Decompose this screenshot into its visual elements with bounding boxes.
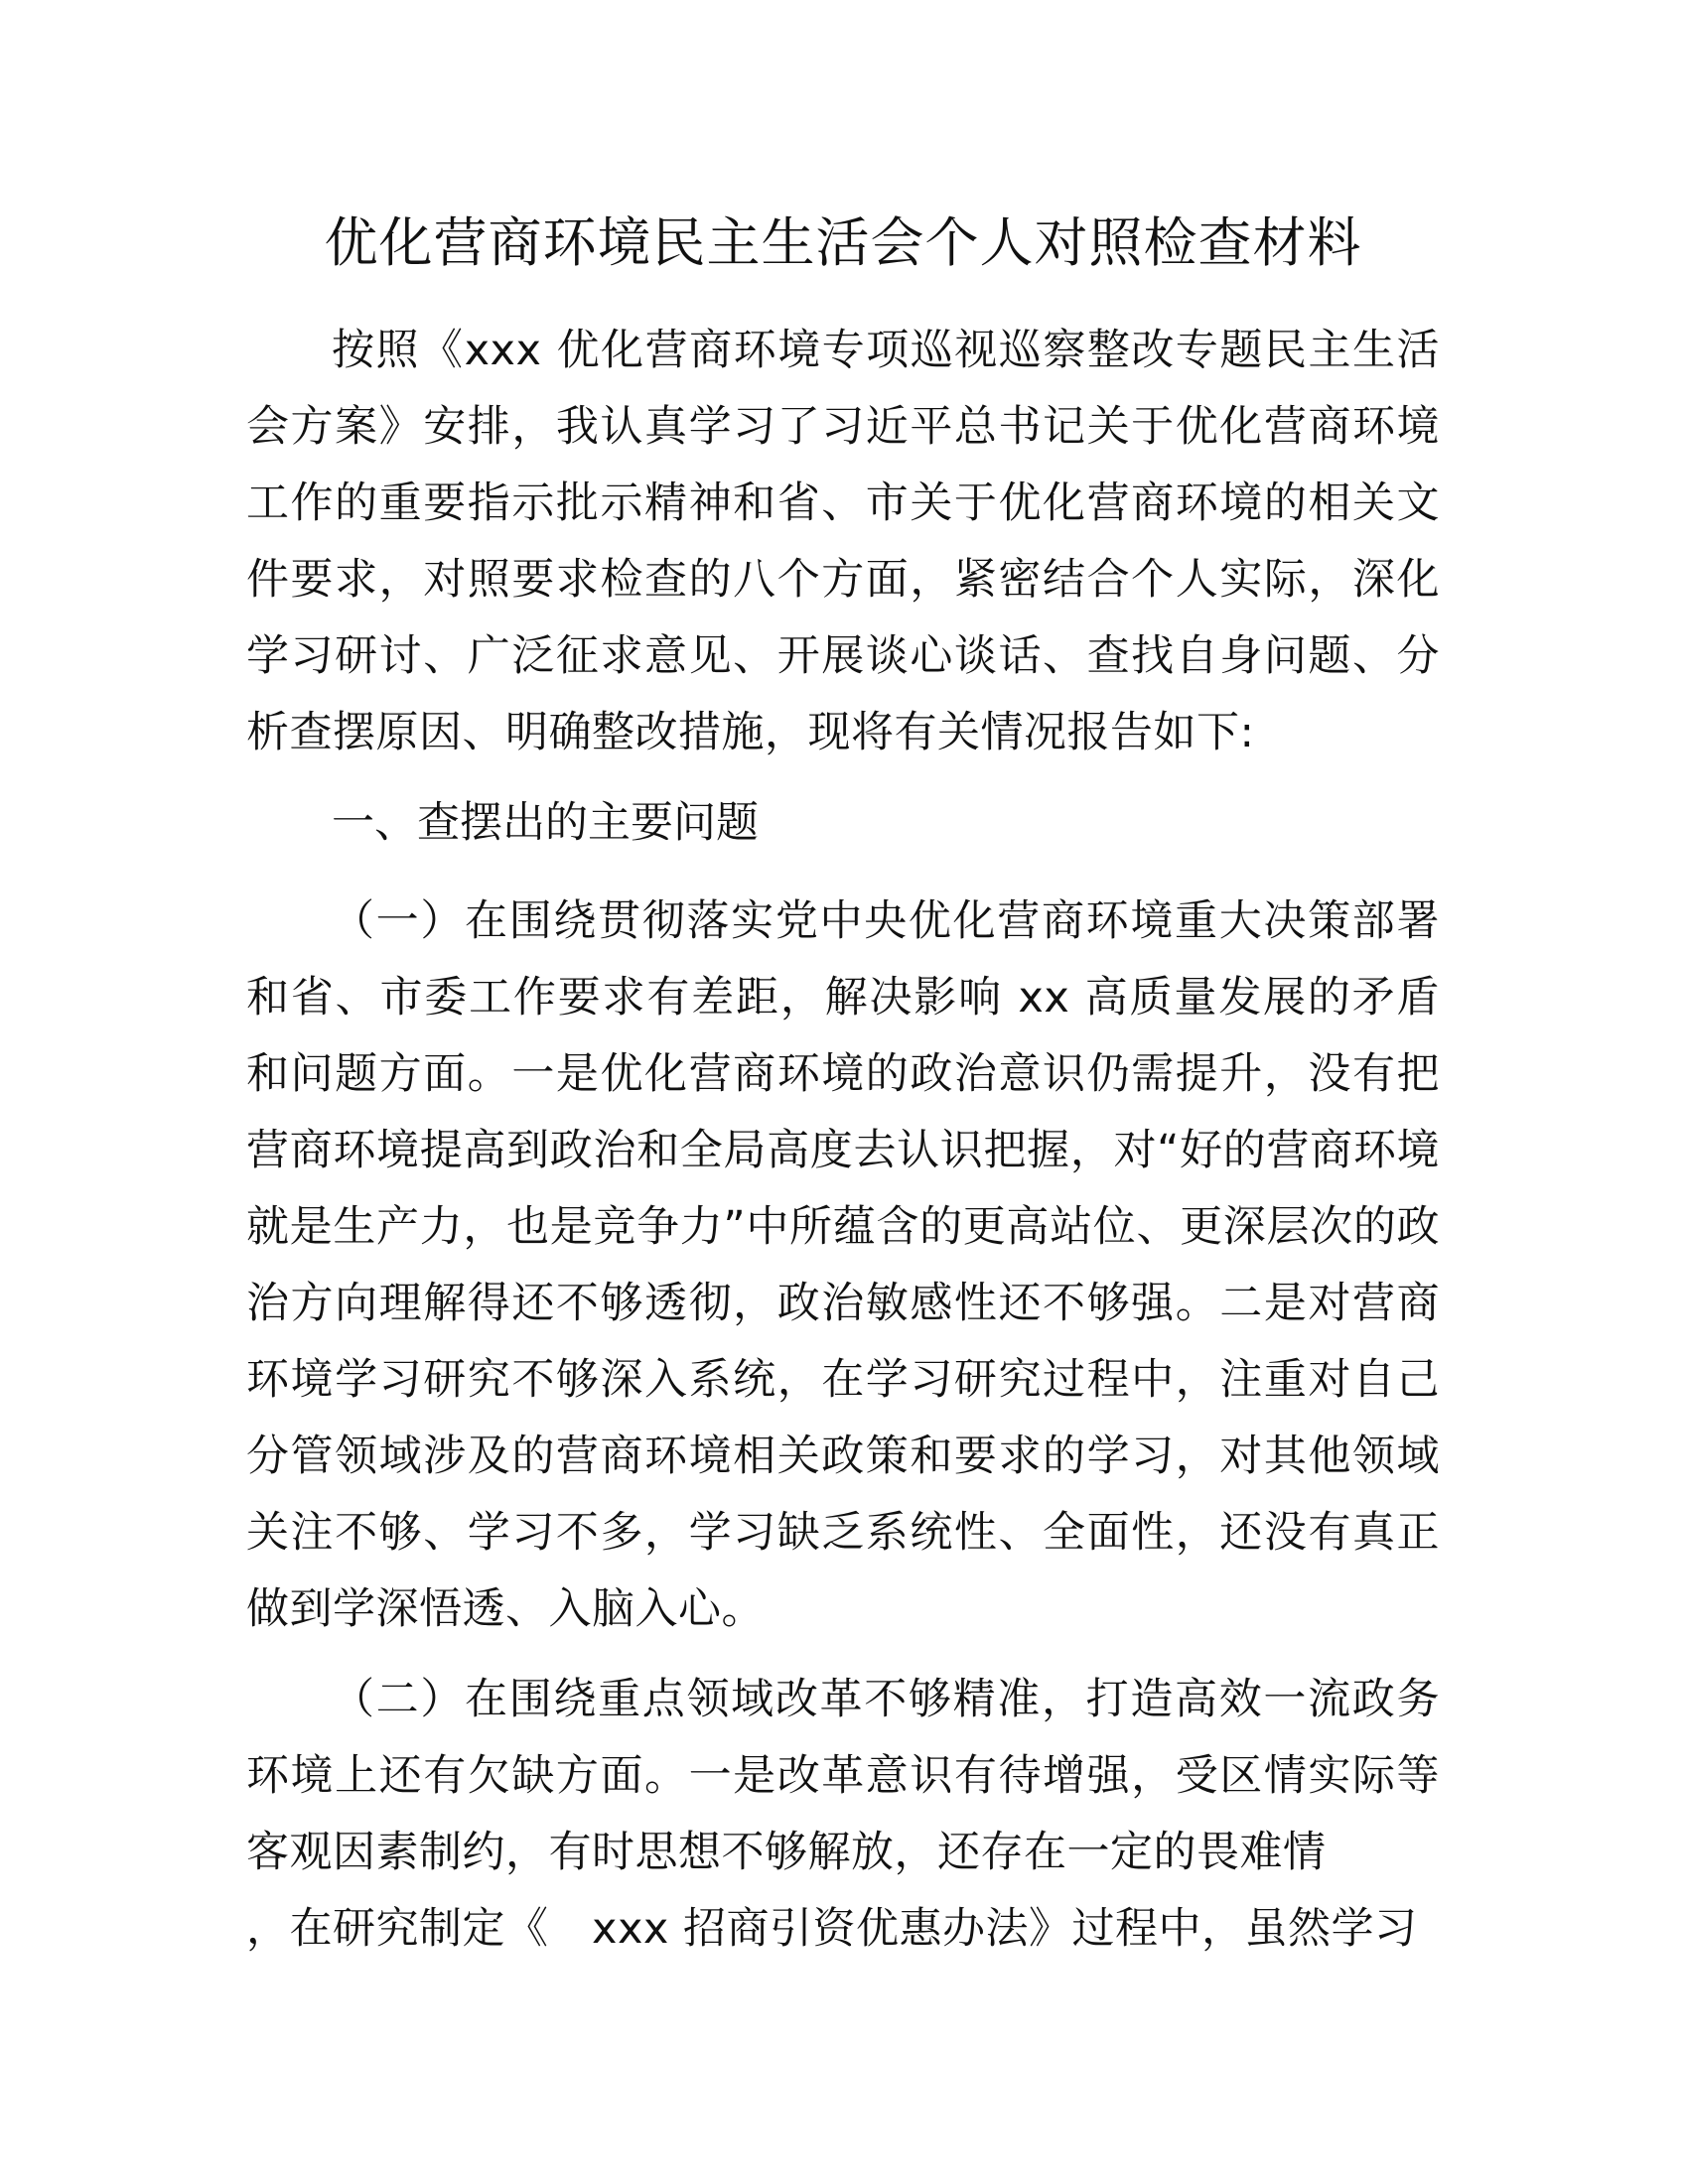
document-page (246, 194, 1440, 1968)
section-heading-problems: 一、查摆出的主要问题 (332, 798, 759, 848)
problem-item-1: （一）在围绕贯彻落实党中央优化营商环境重大决策部署和省、市委工作要求有差距，解决影响 xx 高质量发展的矛盾和问题方面。一是优化营商环境的政治意识仍需提升，没有把营商环境提高到政治和全局高度去认识把握，对“好的营商环境就是生产力，也是竞争力”中所蕴含的更高站位、更深层次的政治方向理解得还不够透彻，政治敏感性还不够强。二是对营商环境学习研究不够深入系统，在学习研究过程中，注重对自己分管领域涉及的营商环境相关政策和要求的学习，对其他领域关注不够、学习不多，学习缺乏系统性、全面性，还没有真正做到学深悟透、入脑入心。 (246, 896, 1440, 1634)
problem-item-2-last-line: ，在研究制定《 xxx 招商引资优惠办法》过程中，虽然学习 (246, 1904, 1418, 1954)
document-title: 优化营商环境民主生活会个人对照检查材料 (324, 211, 1362, 274)
intro-paragraph: 按照《xxx 优化营商环境专项巡视巡察整改专题民主生活会方案》安排，我认真学习了习近平总书记关于优化营商环境工作的重要指示批示精神和省、市关于优化营商环境的相关文件要求，对照要求检查的八个方面，紧密结合个人实际，深化学习研讨、广泛征求意见、开展谈心谈话、查找自身问题、分析查摆原因、明确整改措施，现将有关情况报告如下: (246, 326, 1440, 757)
problem-item-2-text: （二）在围绕重点领域改革不够精准，打造高效一流政务环境上还有欠缺方面。一是改革意识有待增强，受区情实际等客观因素制约，有时思想不够解放，还存在一定的畏难情 (246, 1675, 1440, 1877)
problem-item-2 (246, 1662, 1440, 1968)
